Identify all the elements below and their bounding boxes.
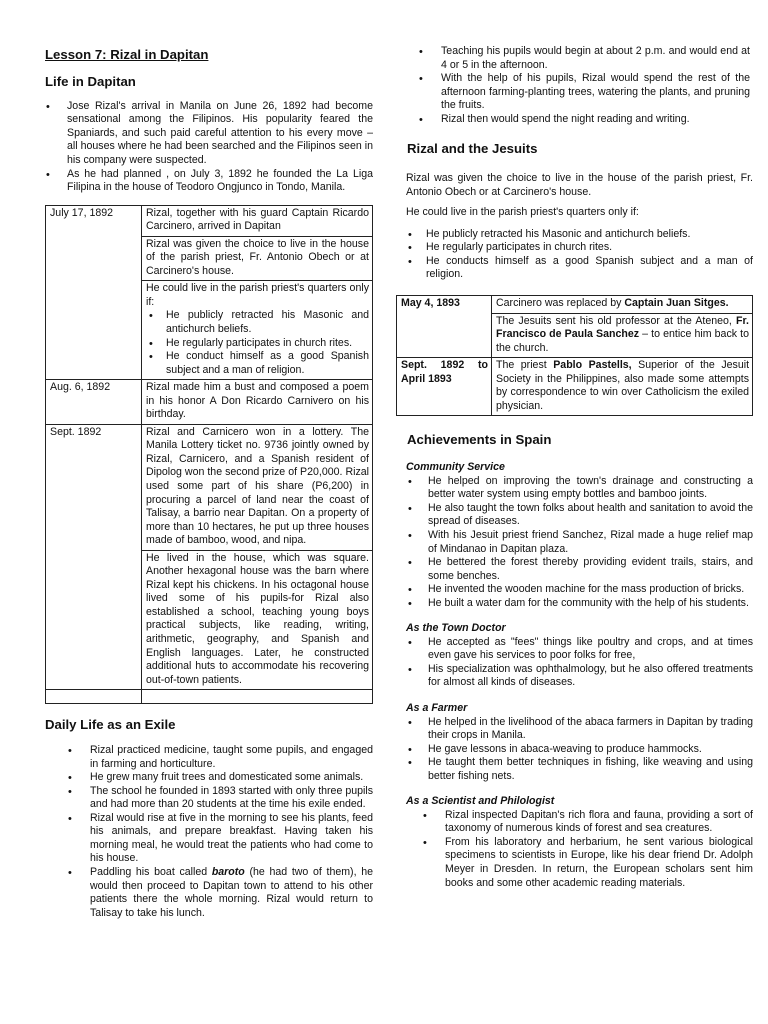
list-item: • He conduct himself as a good Spanish subject and a man of religion. [146,350,369,377]
priest-name: Pablo Pastells, [553,359,632,372]
list-item: • Rizal would rise at five in the morning to see his plants, feed his animals, and prepare breakfast. Having taken his morning meal, he would treat the patients who had come to his house. [45,812,373,866]
jesuits-paragraph: He could live in the parish priest's quarters only if: [406,206,639,219]
scientist-heading: As a Scientist and Philologist [406,795,555,808]
table-cell-text [492,296,753,314]
list-item: • He gave lessons in abaca-weaving to produce hammocks. [406,743,753,757]
table-cell-empty [142,690,373,704]
list-item: • From his laboratory and herbarium, he sent various biological specimens to scientists in Europe, like his dear friend Dr. Adolph Meyer in Dresden. In return, the European scholars sent him books and some other academic reading materials. [400,836,753,890]
list-item: • He accepted as "fees" things like poultry and crops, and at times even gave his services to poor folks for free, [406,636,753,663]
town-doctor-list [396,636,753,690]
table-row [397,296,753,314]
list-item: • He taught them better techniques in fishing, like weaving and using better fishing nets. [406,756,753,783]
list-item: • He helped in the livelihood of the abaca farmers in Dapitan by trading their crops in Manila. [406,716,753,743]
farmer-list [396,716,753,784]
list-item: • The school he founded in 1893 started with only three pupils and had more than 20 students at the time his exile ended. [45,785,373,812]
table-cell-text-part: – to entice him back to the church. [496,328,749,354]
rizal-and-the-jesuits-heading: Rizal and the Jesuits [407,141,538,157]
list-item [45,866,373,920]
achievements-heading: Achievements in Spain [407,432,552,448]
conditions-list [146,309,369,377]
table-cell-text [492,358,753,416]
table-cell-date: Aug. 6, 1892 [46,380,142,425]
lesson-title: Lesson 7: Rizal in Dapitan [45,47,209,62]
table-row-empty [46,690,373,704]
list-item: • He regularly participates in church rites. [146,337,369,351]
life-in-dapitan-list [45,100,373,195]
list-item-text: (he had two of them), he would then proceed to Dapitan town to attend to his other patients there the whole morning. Rizal would return to Talisay to take his lunch. [90,866,373,919]
daily-life-list [45,744,373,920]
table-cell-text-part: The Jesuits sent his old professor at the Ateneo, [496,314,737,327]
table-cell-date: July 17, 1892 [46,205,142,380]
left-column [45,0,373,920]
priest-name: Fr. Francisco de Paula Sanchez [496,314,749,341]
table-cell-text: Rizal made him a bust and composed a poem in his honor A Don Ricardo Carnivero on his birthday. [142,380,373,425]
conditions-intro: He could live in the parish priest's quarters only if: [146,282,369,308]
table-cell-conditions [142,281,373,380]
jesuits-table [396,295,753,416]
list-item: • Jose Rizal's arrival in Manila on June 26, 1892 had become sensational among the Filipinos. His popularity feared the Spaniards, and such paid careful attention to his every move – all houses where he had been searched and the Filipinos seen in his company were suspected. [45,100,373,168]
scientist-list [396,809,753,890]
list-item: • Teaching his pupils would begin at about 2 p.m. and would end at 4 or 5 in the afternoon. [396,45,750,72]
table-cell-date: May 4, 1893 [397,296,492,358]
list-item: • As he had planned , on July 3, 1892 he founded the La Liga Filipina in the house of Teodoro Ongjunco in Tondo, Manila. [45,168,373,195]
table-cell-text-part: Superior of the Jesuit Society in the Philippines, also made some attempts by correspondence to win over Catholicism the exiled physician. [496,359,750,412]
list-item: • He conducts himself as a good Spanish subject and a man of religion. [406,255,753,282]
list-item: • Rizal practiced medicine, taught some pupils, and engaged in farming and horticulture. [45,744,373,771]
list-item-text: Paddling his boat called [90,866,212,879]
list-item: • He publicly retracted his Masonic and antichurch beliefs. [146,309,369,336]
table-cell-text: He lived in the house, which was square. Another hexagonal house was the barn where Rizal kept his chickens. In his octagonal house lived some of his pupils-for Rizal also established a school, teaching young boys practical subjects, like reading, writing, arithmetic, geography, and Spanish and English languages. Later, he constructed additional huts to accommodate his recovering out-of-town patients. [142,550,373,689]
table-cell-text: Rizal, together with his guard Captain Ricardo Carcinero, arrived in Dapitan [142,205,373,236]
list-item: • He built a water dam for the community with the help of his students. [406,597,753,611]
list-item: • Rizal then would spend the night reading and writing. [396,113,750,127]
town-doctor-heading: As the Town Doctor [406,622,506,635]
table-row [397,358,753,416]
list-item: • He publicly retracted his Masonic and antichurch beliefs. [406,228,753,242]
farmer-heading: As a Farmer [406,702,468,715]
list-item: • Rizal inspected Dapitan's rich flora and fauna, providing a sort of taxonomy of numerous kinds of forest and sea creatures. [400,809,753,836]
list-item: • He grew many fruit trees and domesticated some animals. [45,771,373,785]
list-item: • He bettered the forest thereby providing evident trails, stairs, and some benches. [406,556,753,583]
table-cell-empty [46,690,142,704]
list-item: • He also taught the town folks about health and sanitation to avoid the spread of diseases. [406,502,753,529]
list-item: • He invented the wooden machine for the mass production of bricks. [406,583,753,597]
table-cell-text-part: Carcinero was replaced by [496,297,625,309]
table-cell-text: Rizal and Carnicero won in a lottery. The Manila Lottery ticket no. 9736 jointly owned by Rizal, Carnicero, and a Spanish resident of Dipolog won the second prize of P20,000. Rizal used some part of his share (P6,200) in procuring a parcel of land near the coast of Talisay, a barrio near Dapitan. On a property of more than 10 hectares, he put up three houses made of bamboo, wood, and nipa. [142,424,373,550]
boat-name: baroto [211,866,245,879]
table-cell-date: Sept. 1892 to April 1893 [397,358,492,416]
community-service-list [396,475,753,610]
table-row [46,205,373,236]
list-item: • With the help of his pupils, Rizal would spend the rest of the afternoon farming-planting trees, watering the plants, and pruning the fruits. [396,72,750,113]
table-cell-text-part: The priest [496,359,554,372]
captain-name: Captain Juan Sitges. [624,297,729,309]
jesuits-conditions-list [396,228,753,282]
table-cell-text: Rizal was given the choice to live in the house of the parish priest, Fr. Antonio Obech or at Carcinero's house. [142,236,373,281]
list-item: • With his Jesuit priest friend Sanchez, Rizal made a huge relief map of Mindanao in Dapitan plaza. [406,529,753,556]
list-item: • He helped on improving the town's drainage and constructing a better water system using empty bottles and bamboo joints. [406,475,753,502]
table-cell-text [492,313,753,358]
daily-life-list-continued [396,45,753,126]
life-in-dapitan-heading: Life in Dapitan [45,73,136,89]
right-column [396,0,753,890]
community-service-heading: Community Service [406,461,505,474]
list-item: • His specialization was ophthalmology, but he also offered treatments for almost all kinds of diseases. [406,663,753,690]
jesuits-paragraph: Rizal was given the choice to live in the house of the parish priest, Fr. Antonio Obech or at Carcinero's house. [406,172,753,198]
table-row [46,424,373,550]
daily-life-heading: Daily Life as an Exile [45,717,176,733]
list-item: • He regularly participates in church rites. [406,241,753,255]
table-cell-date: Sept. 1892 [46,424,142,689]
table-row [46,380,373,425]
timeline-table [45,205,373,705]
